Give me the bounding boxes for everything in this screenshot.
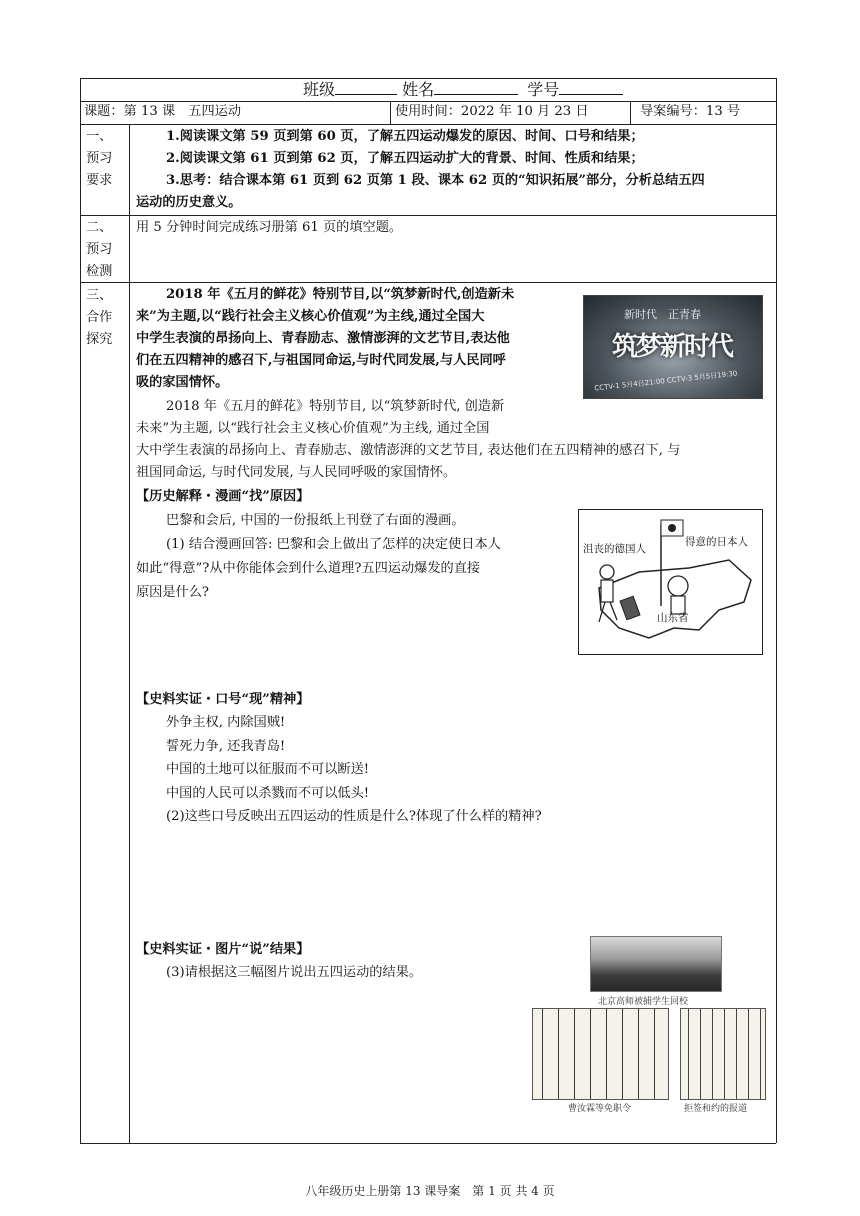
para1-line-2: 来”为主题,以“践行社会主义核心价值观”为主线,通过全国大 <box>136 309 485 324</box>
treaty-refusal-caption: 拒签和约的报道 <box>684 1104 748 1114</box>
table-left-border <box>80 78 81 1143</box>
cartoon-japanese-label: 得意的日本人 <box>685 536 748 548</box>
explore-label: 三、 合作 探究 <box>86 288 113 347</box>
part3-question: (3)请根据这三幅图片说出五四运动的结果。 <box>166 965 423 980</box>
prep-item-3-cont: 运动的历史意义。 <box>136 195 242 210</box>
id-blank[interactable] <box>559 80 623 95</box>
part1-intro: 巴黎和会后, 中国的一份报纸上刊登了右面的漫画。 <box>166 513 465 528</box>
name-label: 姓名 <box>402 80 435 99</box>
info-divider-1 <box>390 101 391 124</box>
class-blank[interactable] <box>335 80 397 95</box>
poster-title: 筑梦新时代 <box>612 332 733 362</box>
part1-question-1: (1) 结合漫画回答: 巴黎和会上做出了怎样的决定使日本人 <box>166 537 501 552</box>
name-blank[interactable] <box>434 80 518 95</box>
table-bottom-border <box>80 1143 776 1144</box>
cartoon-drawing <box>579 510 762 654</box>
poster-tagline: 新时代 正青春 <box>624 308 701 321</box>
para2-line-4: 祖国同命运, 与时代同发展, 与人民同呼吸的家国情怀。 <box>136 465 457 480</box>
row-divider <box>80 215 776 216</box>
part2-title: 【史料实证・口号“现”精神】 <box>136 692 310 707</box>
part1-question-2: 如此“得意”?从中你能体会到什么道理?五四运动爆发的直接 <box>136 561 481 576</box>
page-footer: 八年级历史上册第 13 课导案 第 1 页 共 4 页 <box>305 1184 555 1198</box>
students-return-caption: 北京高师被捕学生回校 <box>598 997 689 1007</box>
slogan-1: 外争主权, 内除国贼! <box>166 715 286 730</box>
paris-peace-cartoon <box>578 509 763 655</box>
check-label: 二、 预习 检测 <box>86 220 113 279</box>
id-label: 学号 <box>527 80 560 99</box>
check-text: 用 5 分钟时间完成练习册第 61 页的填空题。 <box>136 220 403 235</box>
prep-item-1: 1.阅读课文第 59 页到第 60 页，了解五四运动爆发的原因、时间、口号和结果； <box>166 129 644 144</box>
para1-line-5: 吸的家国情怀。 <box>136 375 229 390</box>
para2-line-1: 2018 年《五月的鲜花》特别节目, 以“筑梦新时代, 创造新 <box>166 399 505 414</box>
header-row <box>303 79 623 101</box>
part3-title: 【史料实证・图片“说”结果】 <box>136 942 310 957</box>
cartoon-shandong-label: 山东省 <box>657 612 689 624</box>
use-date: 使用时间：2022 年 10 月 23 日 <box>395 104 589 119</box>
prep-label: 一、 预习 要求 <box>86 129 113 188</box>
para1-line-1: 2018 年《五月的鲜花》特别节目,以“筑梦新时代,创造新未 <box>166 287 515 302</box>
slogan-2: 誓死力争, 还我青岛! <box>166 739 286 754</box>
poster-broadcast-info: CCTV-1 5月4日21:00 CCTV-3 5月5日19:30 <box>593 369 738 393</box>
dismissal-order-image <box>532 1008 669 1100</box>
table-right-border <box>776 78 777 1143</box>
prep-item-3: 3.思考：结合课本第 61 页到 62 页第 1 段、课本 62 页的“知识拓展”部分，分析总结五四 <box>166 173 705 188</box>
para2-line-3: 大中学生表演的昂扬向上、青春励志、激情澎湃的文艺节目, 表达他们在五四精神的感召下, 与 <box>136 443 681 458</box>
guide-number: 导案编号：13 号 <box>640 104 741 119</box>
part1-question-3: 原因是什么? <box>136 585 210 600</box>
festival-poster-image <box>583 295 763 399</box>
row-divider <box>80 282 776 283</box>
cartoon-german-label: 沮丧的德国人 <box>583 543 646 555</box>
slogan-3: 中国的土地可以征服而不可以断送! <box>166 762 370 777</box>
slogan-4: 中国的人民可以杀戮而不可以低头! <box>166 786 370 801</box>
row-divider <box>80 124 776 125</box>
label-column-divider <box>129 124 130 1143</box>
students-return-photo <box>590 936 722 992</box>
prep-item-2: 2.阅读课文第 61 页到第 62 页，了解五四运动扩大的背景、时间、性质和结果； <box>166 151 644 166</box>
para1-line-4: 们在五四精神的感召下,与祖国同命运,与时代同发展,与人民同呼 <box>136 353 506 368</box>
part1-title: 【历史解释・漫画“找”原因】 <box>136 489 310 504</box>
treaty-refusal-image <box>680 1008 766 1100</box>
para2-line-2: 未来”为主题, 以“践行社会主义核心价值观”为主线, 通过全国 <box>136 421 490 436</box>
class-label: 班级 <box>303 80 336 99</box>
part2-question: (2)这些口号反映出五四运动的性质是什么?体现了什么样的精神? <box>166 809 542 824</box>
dismissal-order-caption: 曹汝霖等免职令 <box>568 1104 632 1114</box>
para1-line-3: 中学生表演的昂扬向上、青春励志、激情澎湃的文艺节目,表达他 <box>136 331 510 346</box>
lesson-title: 课题：第 13 课 五四运动 <box>84 104 242 119</box>
info-divider-2 <box>630 101 631 124</box>
